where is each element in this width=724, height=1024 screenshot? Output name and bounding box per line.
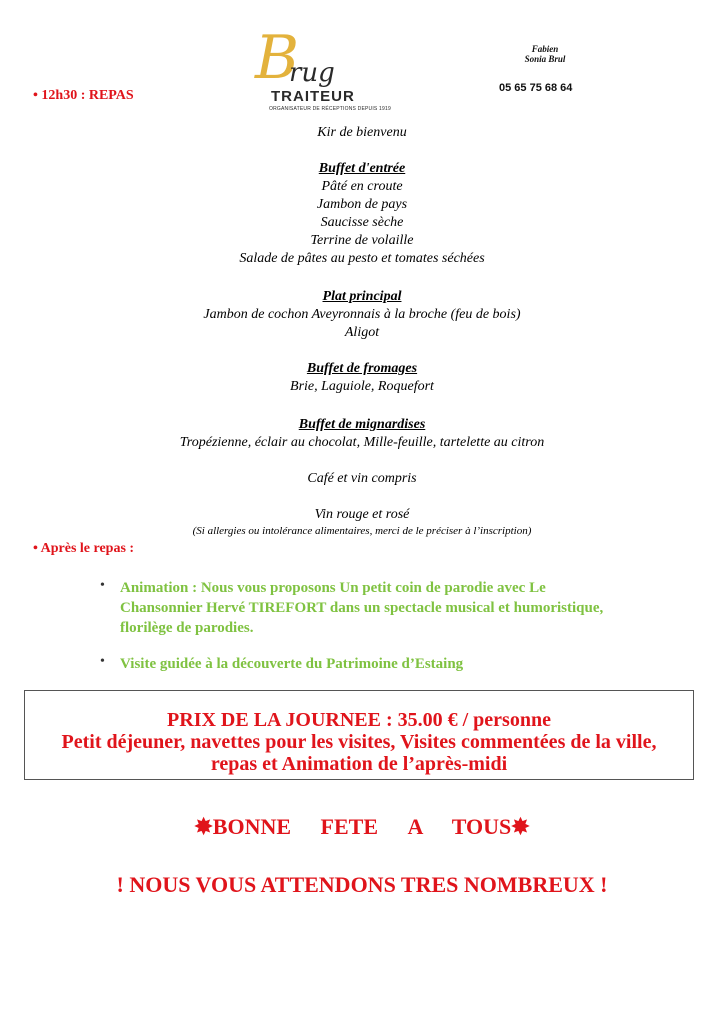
schedule-label: • 12h30 : REPAS	[33, 88, 134, 103]
star-icon: ✸	[511, 814, 530, 839]
activity-item	[100, 654, 463, 674]
section-title: Buffet d'entrée	[318, 161, 406, 176]
activity-line: florilège de parodies.	[120, 620, 254, 636]
section-title: Buffet de fromages	[306, 361, 418, 376]
logo-tagline: ORGANISATEUR DE RÉCEPTIONS DEPUIS 1919	[269, 106, 391, 112]
menu-section-starters	[0, 160, 724, 268]
price-includes-cont: repas et Animation de l’après-midi	[210, 753, 508, 775]
section-title: Buffet de mignardises	[298, 417, 426, 432]
menu-welcome: Kir de bienvenu	[317, 125, 407, 140]
menu-item: Jambon de cochon Aveyronnais à la broche (feu de bois)	[203, 307, 521, 322]
menu-item: Saucisse sèche	[320, 215, 404, 230]
logo-mark: B	[255, 23, 300, 93]
bullet: •	[100, 654, 105, 669]
menu-item: Tropézienne, éclair au chocolat, Mille-feuille, tartelette au citron	[179, 435, 545, 450]
logo-word: rug	[289, 58, 335, 88]
after-meal-label: • Après le repas :	[33, 541, 135, 556]
signature-line-1: Fabien	[531, 44, 559, 54]
greeting-word: TOUS	[451, 814, 512, 839]
caterer-logo	[255, 23, 405, 116]
closing-message: ! NOUS VOUS ATTENDONS TRES NOMBREUX !	[116, 872, 608, 897]
menu-item: Pâté en croute	[321, 179, 403, 194]
phone-number: 05 65 75 68 64	[499, 82, 573, 94]
price-box	[24, 690, 694, 780]
menu-wine: Vin rouge et rosé	[314, 507, 410, 522]
menu-item: Terrine de volaille	[310, 233, 414, 248]
activity-item	[100, 578, 603, 638]
signature-line-2: Sonia Brul	[524, 54, 566, 64]
menu-section-cheese	[0, 360, 724, 396]
menu-item: Salade de pâtes au pesto et tomates séchées	[239, 251, 485, 266]
greeting-word: BONNE	[212, 814, 292, 839]
menu-section-desserts	[0, 416, 724, 452]
activity-line: Chansonnier Hervé TIREFORT dans un spectacle musical et humoristique,	[120, 600, 604, 616]
menu-section-main	[0, 288, 724, 342]
greeting-word: A	[407, 814, 423, 839]
greeting-word: FETE	[320, 814, 378, 839]
price-includes: Petit déjeuner, navettes pour les visites, Visites commentées de la ville,	[61, 731, 657, 753]
activity-line: Visite guidée à la découverte du Patrimoine d’Estaing	[120, 656, 464, 672]
section-title: Plat principal	[322, 289, 402, 304]
price-headline: PRIX DE LA JOURNEE : 35.00 € / personne	[167, 709, 551, 731]
bullet: •	[100, 578, 105, 593]
menu-coffee: Café et vin compris	[307, 471, 417, 486]
signature	[510, 44, 580, 64]
menu-item: Aligot	[344, 325, 380, 340]
greeting	[0, 814, 724, 840]
allergy-note: (Si allergies ou intolérance alimentaires, merci de le préciser à l’inscription)	[192, 525, 532, 537]
menu-item: Brie, Laguiole, Roquefort	[290, 379, 434, 394]
logo-traiteur: TRAITEUR	[271, 88, 355, 105]
menu-item: Jambon de pays	[316, 197, 408, 212]
activity-line: Animation : Nous vous proposons Un petit coin de parodie avec Le	[120, 580, 546, 596]
star-icon: ✸	[194, 814, 213, 839]
